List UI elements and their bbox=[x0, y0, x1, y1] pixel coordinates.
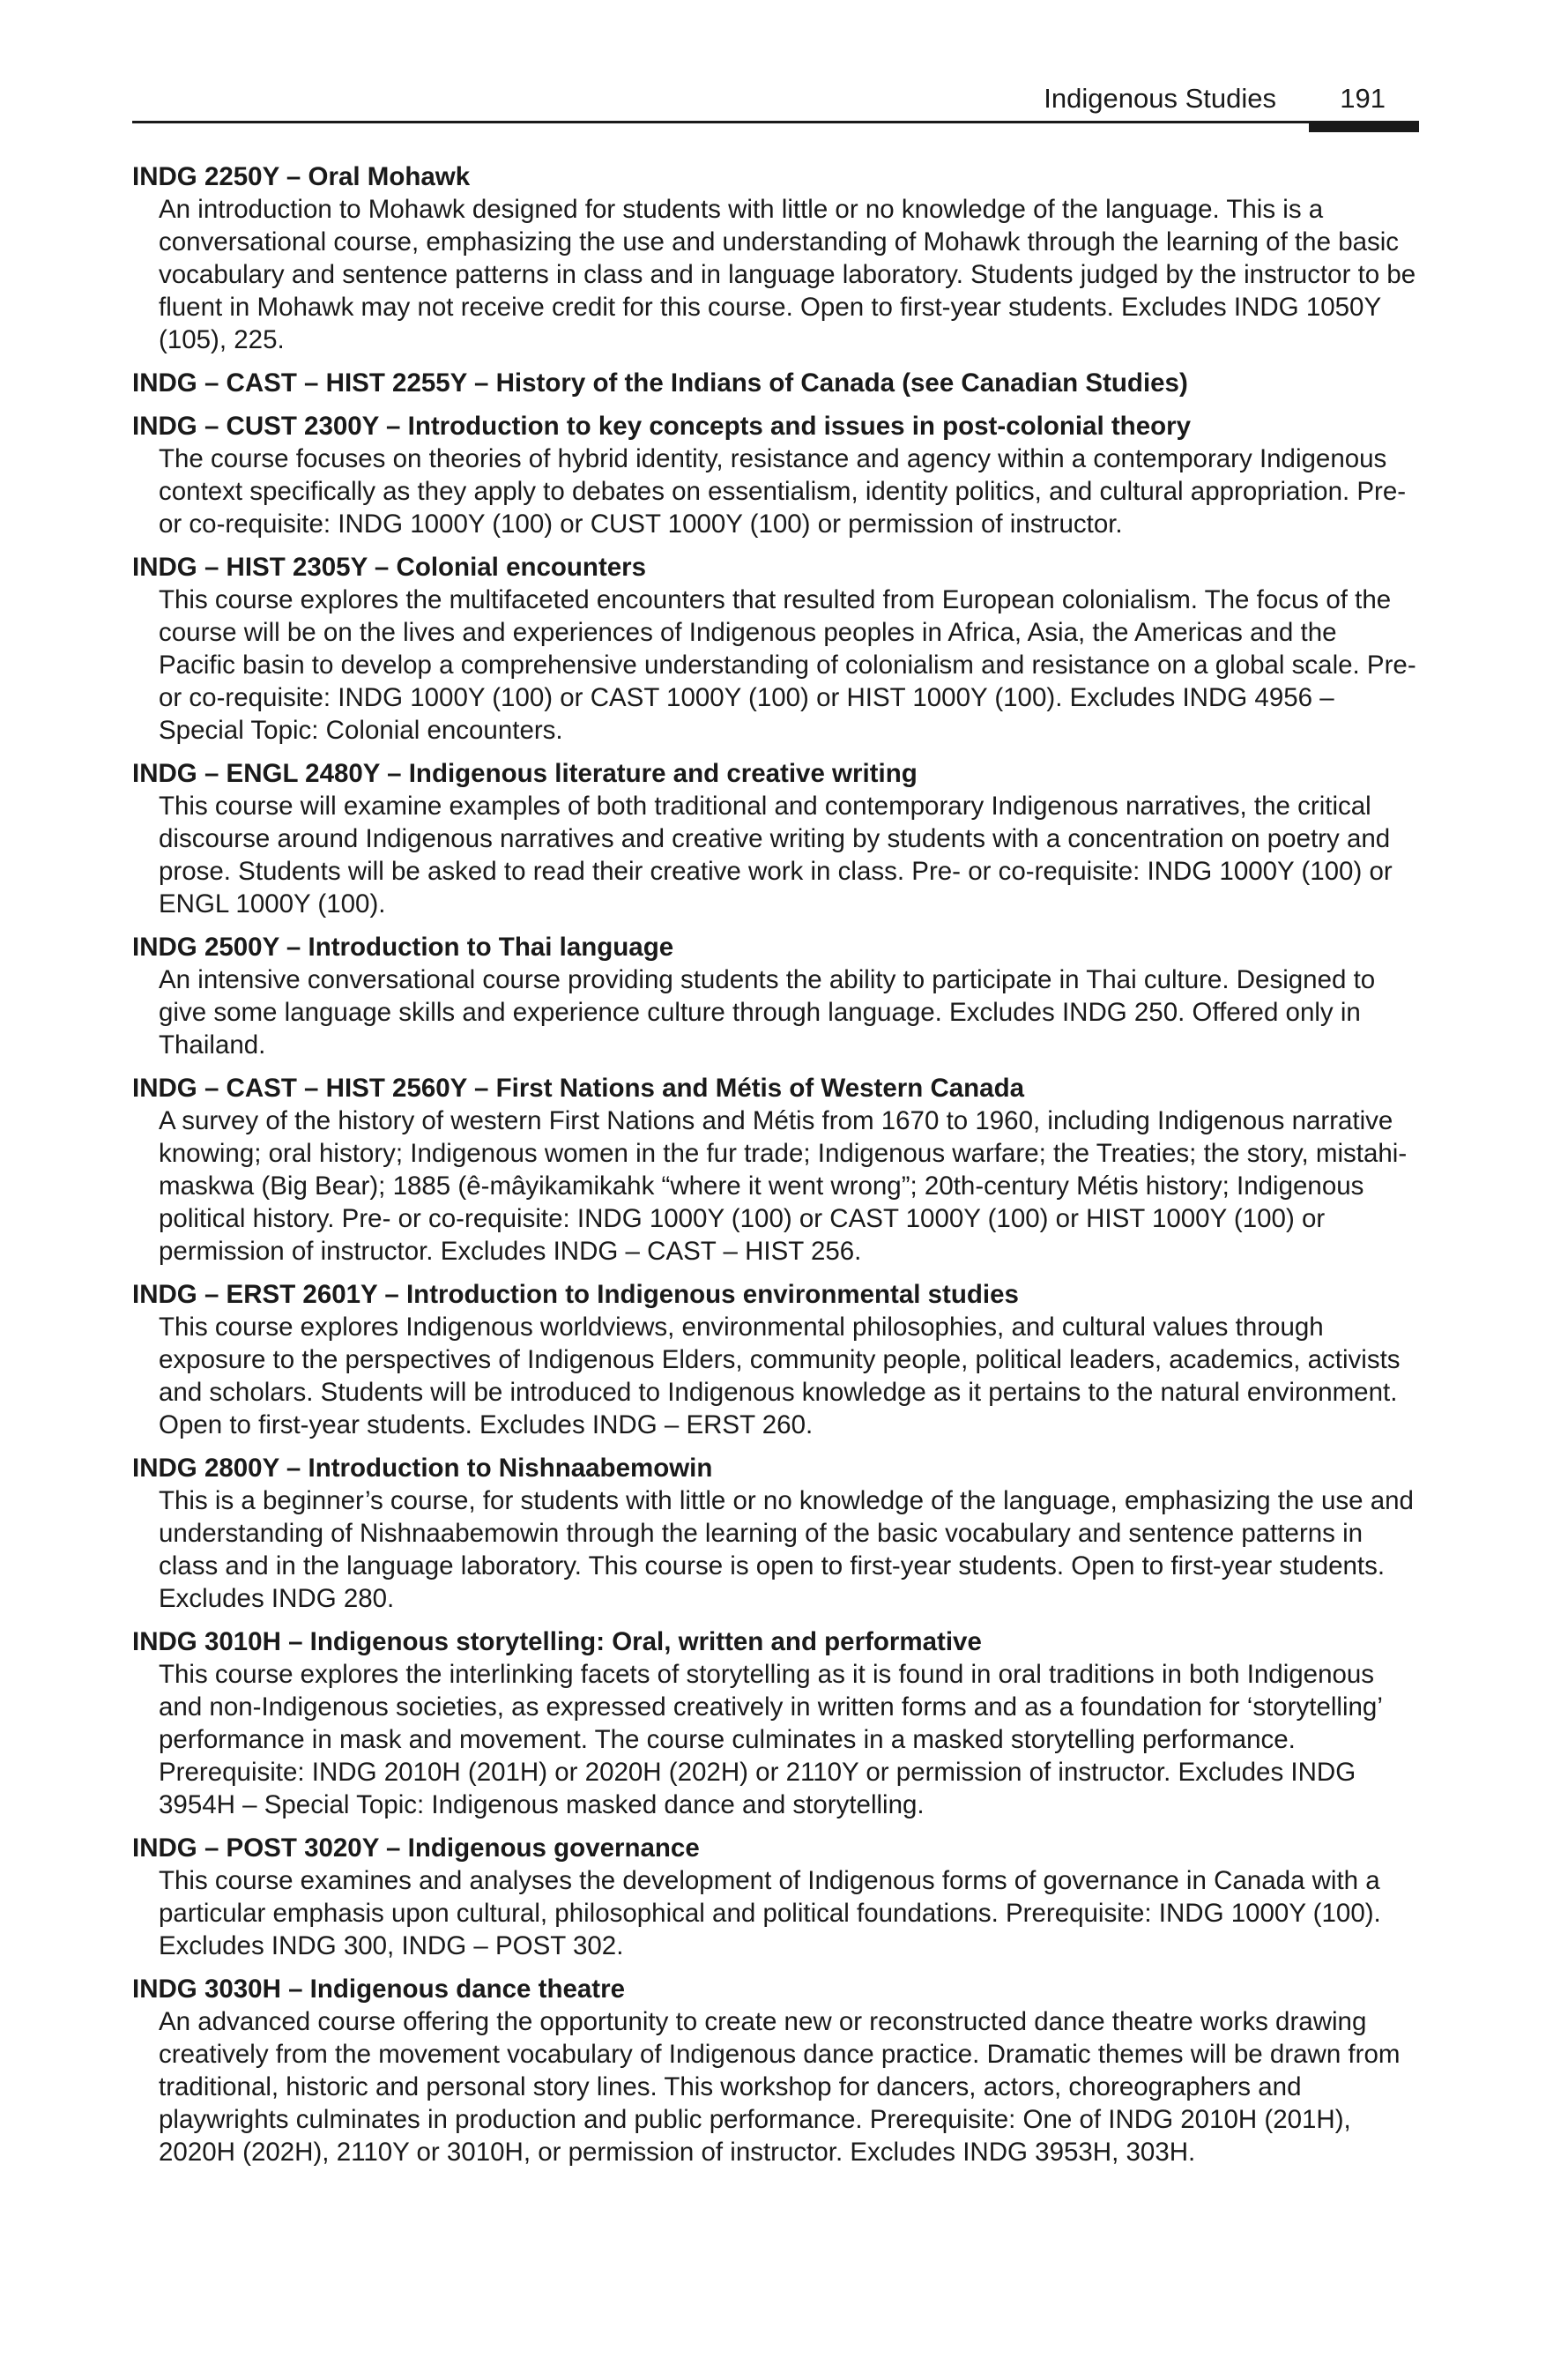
course-title: INDG – CAST – HIST 2560Y – First Nations and Métis of Western Canada bbox=[132, 1074, 1025, 1103]
course-title: INDG 2500Y – Introduction to Thai language bbox=[132, 933, 674, 962]
course-entry bbox=[132, 931, 1419, 1061]
course-entry bbox=[132, 1973, 1419, 2168]
course-description: This course explores Indigenous worldviews, environmental philosophies, and cultural values through exposure to the perspectives of Indigenous Elders, community people, political leaders, academics, activists and scholars. Students will be introduced to Indigenous knowledge as it pertains to the natural environment. Open to first-year students. Excludes INDG – ERST 260. bbox=[159, 1313, 1401, 1439]
header-rule bbox=[132, 121, 1419, 123]
course-description: This course will examine examples of both traditional and contemporary Indigenous narratives, the critical discourse around Indigenous narratives and creative writing by students with a concentration on poetry and prose. Students will be asked to read their creative work in class. Pre- or co-requisite: INDG 1000Y (100) or ENGL 1000Y (100). bbox=[159, 792, 1393, 919]
page-number: 191 bbox=[1340, 83, 1386, 114]
header-tab-bar bbox=[1309, 123, 1419, 132]
course-title: INDG 3010H – Indigenous storytelling: Oral, written and performative bbox=[132, 1627, 982, 1656]
course-description: An introduction to Mohawk designed for students with little or no knowledge of the language. This is a conversational course, emphasizing the use and understanding of Mohawk through the learning of the basic vocabulary and sentence patterns in class and in language laboratory. Students judged by the instructor to be fluent in Mohawk may not receive credit for this course. Open to first-year students. Excludes INDG 1050Y (105), 225. bbox=[159, 195, 1416, 354]
course-description: A survey of the history of western First Nations and Métis from 1670 to 1960, including Indigenous narrative knowing; oral history; Indigenous women in the fur trade; Indigenous warfare; the Treaties; the story, mistahi-maskwa (Big Bear); 1885 (ê-mâyikamikahk “where it went wrong”; 20th-century Métis history; Indigenous political history. Pre- or co-requisite: INDG 1000Y (100) or CAST 1000Y (100) or HIST 1000Y (100) or permission of instructor. Excludes INDG – CAST – HIST 256. bbox=[159, 1106, 1408, 1266]
course-description: The course focuses on theories of hybrid identity, resistance and agency within a contemporary Indigenous context specifically as they apply to debates on essentialism, identity politics, and cultural appropriation. Pre- or co-requisite: INDG 1000Y (100) or CUST 1000Y (100) or permission of instructor. bbox=[159, 444, 1407, 539]
course-description: This course explores the interlinking facets of storytelling as it is found in oral traditions in both Indigenous and non-Indigenous societies, as expressed creatively in written forms and as a foundation for ‘storytelling’ performance in mask and movement. The course culminates in a masked storytelling performance. Prerequisite: INDG 2010H (201H) or 2020H (202H) or 2110Y or permission of instructor. Excludes INDG 3954H – Special Topic: Indigenous masked dance and storytelling. bbox=[159, 1660, 1382, 1819]
course-title: INDG – POST 3020Y – Indigenous governance bbox=[132, 1833, 700, 1863]
course-entry bbox=[132, 551, 1419, 747]
course-title: INDG – ERST 2601Y – Introduction to Indigenous environmental studies bbox=[132, 1280, 1019, 1309]
course-title: INDG 2250Y – Oral Mohawk bbox=[132, 162, 471, 191]
course-title: INDG – ENGL 2480Y – Indigenous literature and creative writing bbox=[132, 759, 918, 788]
running-head: Indigenous Studies bbox=[1044, 83, 1276, 114]
course-description: An advanced course offering the opportunity to create new or reconstructed dance theatre works drawing creatively from the movement vocabulary of Indigenous dance practice. Dramatic themes will be drawn from traditional, historic and personal story lines. This workshop for dancers, actors, choreographers and playwrights culminates in production and public performance. Prerequisite: One of INDG 2010H (201H), 2020H (202H), 2110Y or 3010H, or permission of instructor. Excludes INDG 3953H, 303H. bbox=[159, 2007, 1401, 2167]
course-description: This is a beginner’s course, for students with little or no knowledge of the language, emphasizing the use and understanding of Nishnaabemowin through the learning of the basic vocabulary and sentence patterns in class and in the language laboratory. This course is open to first-year students. Open to first-year students. Excludes INDG 280. bbox=[159, 1486, 1414, 1613]
course-entry bbox=[132, 410, 1419, 540]
course-entry bbox=[132, 1452, 1419, 1615]
course-description: This course explores the multifaceted encounters that resulted from European colonialism. The focus of the course will be on the lives and experiences of Indigenous peoples in Africa, Asia, the Americas and the Pacific basin to develop a comprehensive understanding of colonialism and resistance on a global scale. Pre- or co-requisite: INDG 1000Y (100) or CAST 1000Y (100) or HIST 1000Y (100). Excludes INDG 4956 – Special Topic: Colonial encounters. bbox=[159, 585, 1416, 745]
course-entry bbox=[132, 367, 1419, 399]
course-title: INDG – CAST – HIST 2255Y – History of the Indians of Canada (see Canadian Studies) bbox=[132, 368, 1188, 398]
course-title: INDG – HIST 2305Y – Colonial encounters bbox=[132, 553, 647, 582]
course-title: INDG 2800Y – Introduction to Nishnaabemowin bbox=[132, 1454, 713, 1483]
course-list bbox=[132, 160, 1419, 2179]
course-title: INDG 3030H – Indigenous dance theatre bbox=[132, 1975, 626, 2004]
course-entry bbox=[132, 757, 1419, 920]
page-header bbox=[132, 78, 1419, 123]
course-entry bbox=[132, 1072, 1419, 1268]
course-entry bbox=[132, 160, 1419, 356]
course-description: This course examines and analyses the development of Indigenous forms of governance in Canada with a particular emphasis upon cultural, philosophical and political foundations. Prerequisite: INDG 1000Y (100). Excludes INDG 300, INDG – POST 302. bbox=[159, 1866, 1381, 1960]
course-entry bbox=[132, 1278, 1419, 1441]
course-entry bbox=[132, 1832, 1419, 1962]
course-description: An intensive conversational course providing students the ability to participate in Thai culture. Designed to give some language skills and experience culture through language. Excludes INDG 250. Offered only in Thailand. bbox=[159, 965, 1376, 1060]
course-title: INDG – CUST 2300Y – Introduction to key concepts and issues in post-colonial theory bbox=[132, 412, 1192, 441]
course-entry bbox=[132, 1625, 1419, 1821]
